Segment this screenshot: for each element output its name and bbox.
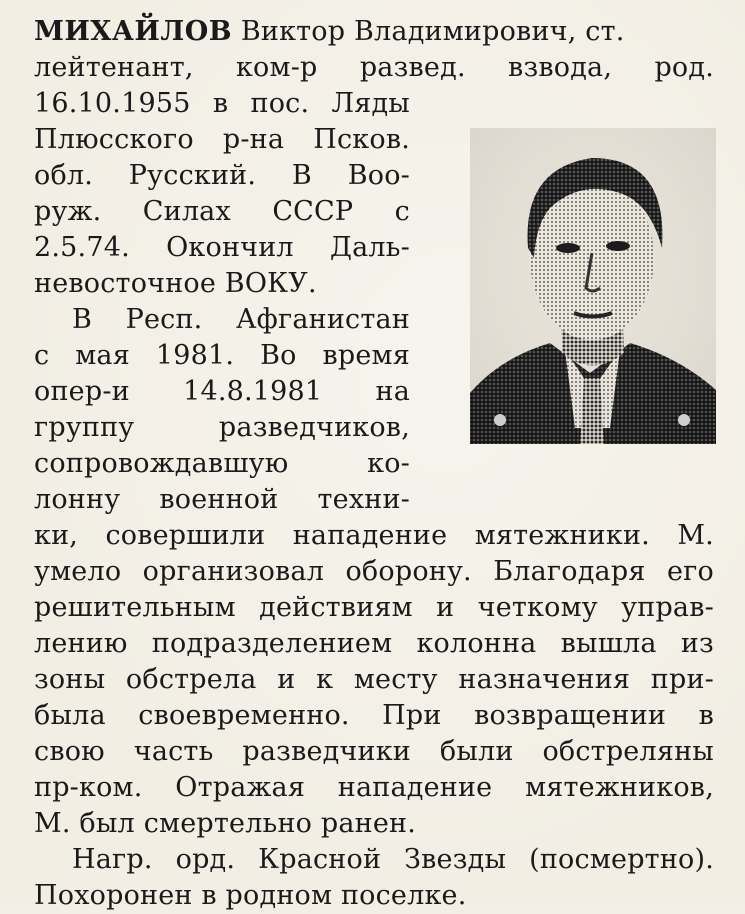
word: его	[666, 556, 714, 587]
word: лейтенант,	[34, 52, 194, 83]
word: опер-и	[34, 376, 130, 407]
word: Благодаря	[493, 556, 646, 587]
word: 16.10.1955	[34, 88, 191, 119]
word: зоны	[34, 664, 106, 695]
word: обл.	[34, 160, 94, 191]
word: В	[291, 160, 312, 191]
word: подразделением	[151, 628, 393, 659]
text-line-5	[34, 158, 410, 194]
word: 2.5.74.	[34, 232, 130, 263]
text-line-12	[34, 410, 410, 446]
word: Звезды	[404, 844, 507, 875]
text-line-6	[34, 194, 410, 230]
word: с	[34, 340, 50, 371]
word: ко-	[367, 448, 410, 479]
word: СССР	[272, 196, 354, 227]
word: и	[277, 664, 296, 695]
word: возвращении	[474, 700, 667, 731]
word: в	[698, 700, 714, 731]
word: Во	[260, 340, 297, 371]
word: ком-р	[235, 52, 318, 83]
word: род.	[654, 52, 714, 83]
word: время	[322, 340, 410, 371]
word: военной	[159, 484, 279, 515]
word: были	[439, 736, 514, 767]
word: из	[680, 628, 714, 659]
word: При	[382, 700, 442, 731]
word: была	[34, 700, 106, 731]
text-line-17	[34, 590, 714, 626]
text-line-21	[34, 734, 714, 770]
text-line-23: М. был смертельно ранен.	[34, 808, 417, 839]
text-line-19	[34, 662, 714, 698]
word: 1981.	[155, 340, 235, 371]
word: пос.	[250, 88, 310, 119]
word: решительным	[34, 592, 236, 623]
word: Респ.	[125, 304, 203, 335]
word: р-на	[222, 124, 285, 155]
line-text: Виктор Владимирович, ст.	[232, 16, 625, 47]
word: ки,	[34, 520, 79, 551]
word: руж.	[34, 196, 102, 227]
word: разведчики	[242, 736, 411, 767]
text-line-10	[34, 338, 410, 374]
word: в	[212, 88, 229, 119]
word: обстреляны	[542, 736, 714, 767]
word: Русский.	[128, 160, 257, 191]
text-line-11	[34, 374, 410, 410]
word: В	[72, 304, 93, 335]
word: к	[316, 664, 334, 695]
word: Воо-	[347, 160, 410, 191]
word: назначения	[458, 664, 631, 695]
portrait-photo	[470, 128, 716, 444]
word: Окончил	[166, 232, 294, 263]
word: (посмертно).	[529, 844, 714, 875]
word: обстрела	[125, 664, 257, 695]
word: техни-	[317, 484, 410, 515]
word: свою	[34, 736, 105, 767]
word: взвода,	[508, 52, 613, 83]
word: лонну	[34, 484, 121, 515]
word: организовал	[142, 556, 325, 587]
word: и	[436, 592, 455, 623]
word: Даль-	[329, 232, 410, 263]
word: Афганистан	[236, 304, 410, 335]
word: с	[394, 196, 410, 227]
text-line-2	[34, 50, 714, 86]
word: Силах	[142, 196, 231, 227]
word: вышла	[560, 628, 657, 659]
word: управ-	[621, 592, 714, 623]
word: мая	[75, 340, 130, 371]
text-line-20	[34, 698, 714, 734]
word: месту	[353, 664, 438, 695]
text-line-25: Похоронен в родном поселке.	[34, 880, 467, 911]
word: оборону.	[345, 556, 472, 587]
text-line-9	[72, 302, 410, 338]
text-line-18	[34, 626, 714, 662]
word: Ляды	[331, 88, 410, 119]
word: четкому	[477, 592, 598, 623]
word: Плюсского	[34, 124, 194, 155]
word: нападение	[337, 772, 493, 803]
text-line-8: невосточное ВОКУ.	[34, 268, 317, 299]
word: группу	[34, 412, 135, 443]
word: орд.	[175, 844, 236, 875]
word: мятежники.	[474, 520, 650, 551]
word: Псков.	[313, 124, 410, 155]
text-line-7	[34, 230, 410, 266]
text-line-15	[34, 518, 714, 554]
word: М.	[677, 520, 714, 551]
word: на	[375, 376, 410, 407]
word: лению	[34, 628, 128, 659]
word: Красной	[258, 844, 382, 875]
text-line-24	[72, 842, 714, 878]
word: действиям	[259, 592, 413, 623]
word: часть	[133, 736, 214, 767]
word: умело	[34, 556, 122, 587]
word: при-	[650, 664, 714, 695]
word: Нагр.	[72, 844, 153, 875]
word: нападение	[292, 520, 448, 551]
word: Отражая	[175, 772, 306, 803]
portrait-icon	[470, 128, 716, 444]
surname: МИХАЙЛОВ	[34, 16, 233, 47]
text-line-16	[34, 554, 714, 590]
text-line-22	[34, 770, 714, 806]
word: развед.	[359, 52, 466, 83]
word: мятежников,	[525, 772, 714, 803]
text-line-13	[34, 446, 410, 482]
word: колонна	[416, 628, 537, 659]
word: 14.8.1981	[183, 376, 323, 407]
word: совершили	[105, 520, 266, 551]
word: сопровождавшую	[34, 448, 289, 479]
text-line-1	[34, 14, 714, 50]
text-line-3	[34, 86, 410, 122]
word: своевременно.	[138, 700, 350, 731]
text-line-4	[34, 122, 410, 158]
word: разведчиков,	[218, 412, 410, 443]
word: пр-ком.	[34, 772, 143, 803]
text-line-14	[34, 482, 410, 518]
